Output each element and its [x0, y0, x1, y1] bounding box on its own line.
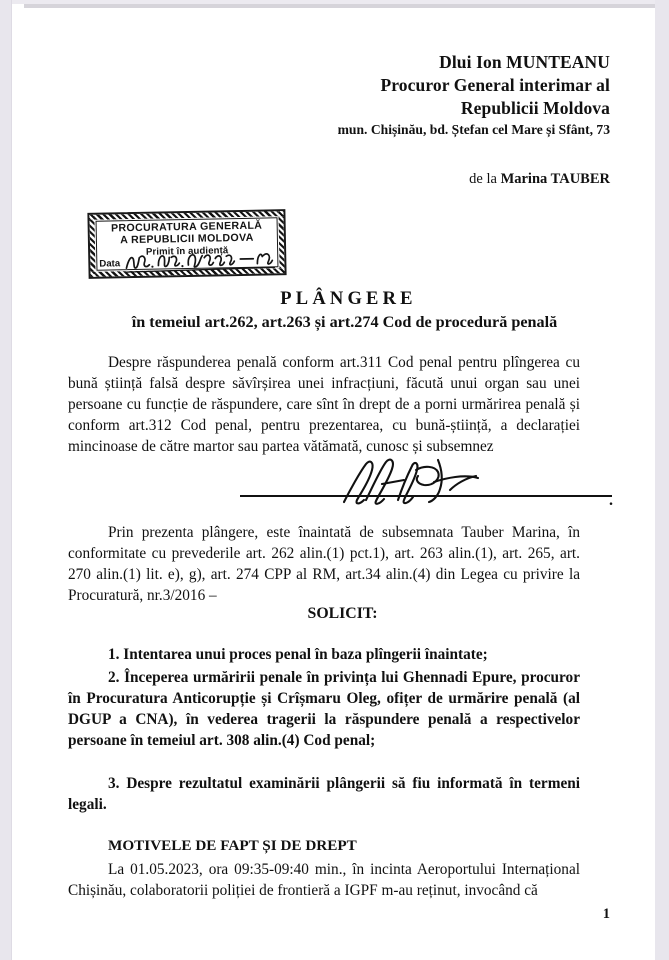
request-heading: SOLICIT:: [307, 605, 378, 622]
signature-trailing-period: .: [609, 492, 613, 509]
page-top-edge: [24, 4, 655, 8]
sender-line: [469, 171, 610, 188]
motives-paragraph: La 01.05.2023, ora 09:35-09:40 min., în incinta Aeroportului Internațional Chișinău, colaboratorii poliției de frontieră a IGPF m-au reținut, invocând că: [68, 861, 580, 900]
stamp-institution-line1: PROCURATURA GENERALĂ: [110, 219, 263, 235]
request-item-3: 3. Despre rezultatul examinării plângerii să fiu informată în termeni legali.: [68, 775, 580, 814]
stamp-reception-note: Primit în audiență: [145, 244, 229, 258]
stamp-date-label: Data: [99, 258, 121, 270]
page-subtitle: în temeiul art.262, art.263 și art.274 Cod de procedură penală: [131, 313, 558, 331]
addressee-name: Dlui Ion MUNTEANU: [439, 52, 610, 72]
request-item-1: 1. Intentarea unui proces penal în baza plîngerii înaintate;: [108, 646, 488, 663]
page-right-margin-shadow: [655, 0, 669, 960]
handwritten-signature: [330, 456, 505, 506]
legal-basis-paragraph: Prin prezenta plângere, este înaintată de subsemnata Tauber Marina, în conformitate cu prevederile art. 262 alin.(1) pct.1), art. 263 alin.(1), art. 265, art. 270 alin.(1) lit. e), g), art. 274 CPP al RM, art.34 alin.(4) din Legea cu privire la Procuratură, nr.3/2016 –: [68, 524, 580, 605]
signature-line: [240, 495, 612, 497]
addressee-title-line2: Republicii Moldova: [460, 98, 610, 118]
document-page: [12, 4, 655, 960]
criminal-liability-warning-paragraph: Despre răspunderea penală conform art.311 Cod penal pentru plîngerea cu bună știință falsă despre săvîrșirea unei infracțiuni, făcută unui organ sau unei persoane cu funcție de răspundere, care sînt în drept de a porni urmărirea penală și conform art.312 Cod penal, pentru prezentarea, cu bună-știință, a declarației mincinoase de către martor sau partea vătămată, cunosc și subsemnez: [68, 354, 580, 456]
sender-prefix: de la: [469, 171, 501, 187]
official-reception-stamp: [87, 209, 286, 279]
addressee-title-line1: Procuror General interimar al: [380, 75, 610, 95]
request-item-2: 2. Începerea urmăririi penale în privința lui Ghennadi Epure, procuror în Procuratura Anticorupție și Crîșmaru Oleg, ofițer de urmărire penală (al DGUP a CNA), în vederea tragerii la răspundere penală a respectivelor persoane în temeiul art. 308 alin.(4) Cod penal;: [68, 669, 580, 750]
sender-name: Marina TAUBER: [500, 171, 610, 187]
page-number: 1: [602, 906, 610, 922]
motives-heading: MOTIVELE DE FAPT ȘI DE DREPT: [108, 837, 357, 854]
stamp-handwritten-date: [122, 243, 278, 274]
stamp-institution-line2: A REPUBLICII MOLDOVA: [120, 231, 254, 247]
page-title: PLÂNGERE: [280, 289, 417, 309]
addressee-address: mun. Chișinău, bd. Ștefan cel Mare și Sfânt, 73: [337, 122, 610, 137]
